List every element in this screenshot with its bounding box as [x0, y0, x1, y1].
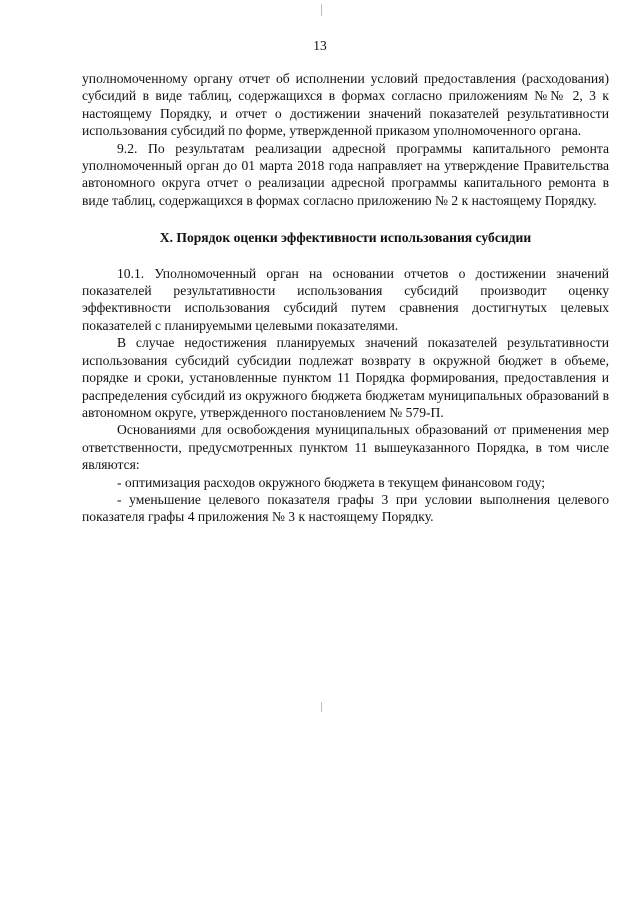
paragraph-9-2: 9.2. По результатам реализации адресной программы капитального ремонта уполномоченный орган до 01 марта 2018 года направляет на утверждение Правительства автономного округа отчет о реализации адресной программы капитального ремонта в виде таблиц, содержащихся в формах согласно приложению № 2 к настоящему Порядку.: [82, 140, 609, 208]
section-heading: X. Порядок оценки эффективности использования субсидии: [159, 230, 532, 246]
paragraph-continuation: уполномоченному органу отчет об исполнении условий предоставления (расходования) субсидий в виде таблиц, содержащихся в формах согласно приложениям №№ 2, 3 к настоящему Порядку, и отчет о достижении значений показателей результативности использования субсидий по форме, утвержденной приказом уполномоченного органа.: [82, 71, 609, 139]
document-body: [82, 70, 609, 526]
list-item-optimization: - оптимизация расходов окружного бюджета в текущем финансовом году;: [117, 474, 546, 490]
paragraph-return-case: В случае недостижения планируемых значений показателей результативности использования субсидий субсидии подлежат возврату в окружной бюджет в объеме, порядке и сроки, установленные пунктом 11 Порядка формирования, предоставления и распределения субсидий из окружного бюджета бюджетам муниципальных образований в автономном округе, утвержденного постановлением № 579-П.: [82, 335, 609, 420]
paragraph-10-1: 10.1. Уполномоченный орган на основании отчетов о достижении значений показателей результативности использования субсидий производит оценку эффективности использования субсидий путем сравнения достигнутых целевых показателей с планируемыми целевыми показателями.: [82, 265, 609, 333]
list-item-reduction: - уменьшение целевого показателя графы 3 при условии выполнения целевого показателя графы 4 приложения № 3 к настоящему Порядку.: [82, 491, 609, 525]
page-number: 13: [313, 38, 327, 53]
scan-mark-top: [321, 4, 322, 16]
scan-mark-middle: [321, 702, 322, 712]
paragraph-grounds: Основаниями для освобождения муниципальных образований от применения мер ответственности, предусмотренных пунктом 11 вышеуказанного Порядка, в том числе являются:: [82, 422, 609, 473]
